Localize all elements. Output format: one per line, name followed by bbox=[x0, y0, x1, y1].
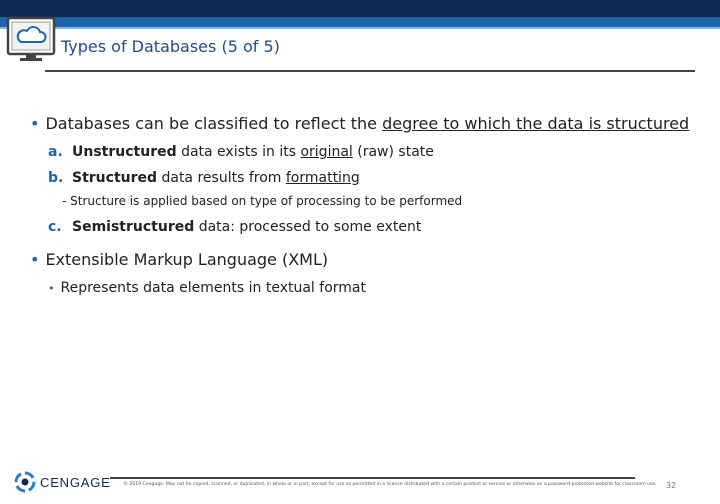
dash: - bbox=[62, 194, 67, 208]
sub-bullet-xml-represents bbox=[48, 280, 366, 296]
cloud-monitor-icon bbox=[6, 16, 56, 64]
brand-logo bbox=[14, 471, 111, 493]
sub-item-unstructured bbox=[48, 144, 434, 160]
item-text: data exists in its bbox=[176, 144, 301, 160]
copyright-notice: © 2019 Cengage. May not be copied, scanned, or duplicated, in whole or in part, except for use as permitted in a license distributed with a certain product or service or otherwise on a password-protected website for classroom use. bbox=[123, 482, 657, 487]
header-band-dark bbox=[0, 0, 720, 17]
sub-sub-text: Structure is applied based on type of processing to be performed bbox=[70, 194, 463, 208]
bullet-dot: • bbox=[48, 282, 55, 295]
brand-name: CENGAGE bbox=[40, 474, 111, 490]
cengage-logo-icon bbox=[14, 471, 36, 493]
bullet-text: Extensible Markup Language (XML) bbox=[45, 250, 329, 269]
item-label: a. bbox=[48, 144, 63, 160]
sub-item-structured bbox=[48, 170, 360, 186]
bullet-text: Represents data elements in textual format bbox=[60, 280, 366, 296]
bullet-xml bbox=[30, 250, 328, 269]
term-structured: Structured bbox=[72, 170, 158, 186]
title-divider bbox=[45, 70, 695, 72]
item-label: b. bbox=[48, 170, 64, 186]
bullet-text: Databases can be classified to reflect the bbox=[45, 114, 383, 133]
sub-sub-item-structure bbox=[62, 194, 462, 208]
slide-title: Types of Databases (5 of 5) bbox=[61, 37, 280, 56]
item-label: c. bbox=[48, 219, 62, 235]
bullet-dot: • bbox=[30, 114, 40, 133]
item-text: data results from bbox=[157, 170, 286, 186]
bullet-dot: • bbox=[30, 250, 40, 269]
term-unstructured: Unstructured bbox=[72, 144, 177, 160]
footer-divider bbox=[110, 477, 635, 479]
term-original: original bbox=[300, 144, 353, 160]
term-semistructured: Semistructured bbox=[72, 219, 195, 235]
bullet-databases-classification bbox=[30, 114, 689, 133]
item-text: data: processed to some extent bbox=[194, 219, 422, 235]
sub-item-semistructured bbox=[48, 219, 421, 235]
term-formatting: formatting bbox=[285, 170, 360, 186]
bullet-underlined-text: degree to which the data is structured bbox=[382, 114, 690, 133]
header-band-light bbox=[0, 17, 720, 27]
item-text-end: (raw) state bbox=[352, 144, 434, 160]
page-number: 32 bbox=[666, 481, 677, 490]
